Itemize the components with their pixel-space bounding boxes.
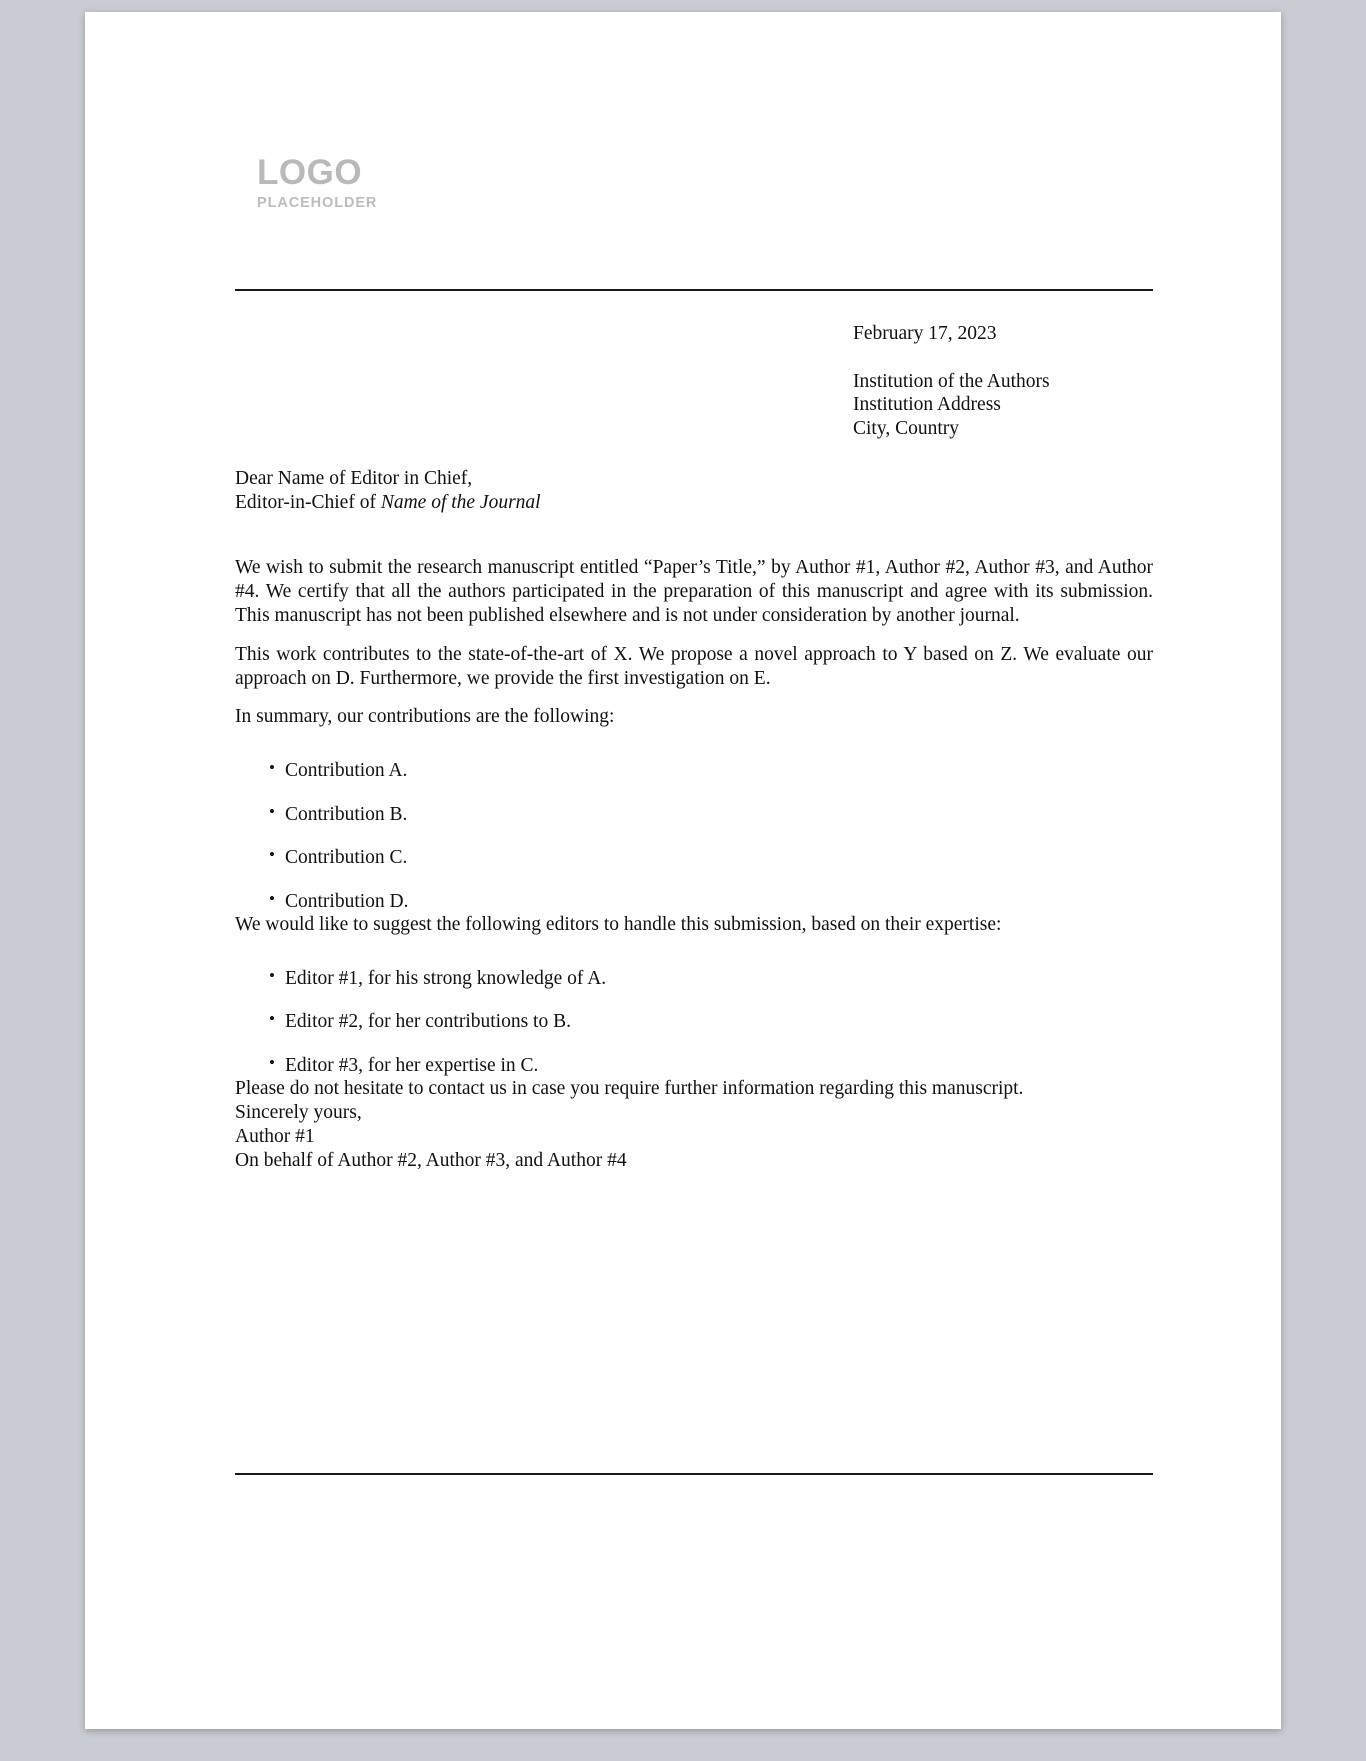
letter-date-block (853, 322, 1153, 345)
list-item: • Contribution C. (235, 846, 1153, 869)
list-item: • Contribution A. (235, 759, 1153, 782)
list-item: • Editor #2, for her contributions to B. (235, 1010, 1153, 1033)
letter-date: February 17, 2023 (853, 323, 997, 344)
paragraph-contribution: This work contributes to the state-of-the-art of X. We propose a novel approach to Y based on Z. We evaluate our approach on D. Furthermore, we provide the first investigation on E. (235, 643, 1153, 689)
header-divider (235, 289, 1153, 291)
logo-placeholder-subtitle: PLACEHOLDER (257, 195, 378, 211)
salutation-role-line (235, 491, 1153, 515)
salutation-greeting: Dear Name of Editor in Chief, (235, 468, 473, 489)
salutation-block (235, 467, 1153, 515)
contributions-list (235, 759, 1153, 913)
logo-placeholder-title: LOGO (257, 153, 363, 192)
sender-institution: Institution of the Authors (853, 371, 1050, 392)
sender-city-country: City, Country (853, 417, 959, 439)
footer-divider (235, 1473, 1153, 1475)
letter-page (85, 12, 1281, 1729)
list-item: • Editor #3, for her expertise in C. (235, 1054, 1153, 1077)
paragraph-intro: We wish to submit the research manuscript entitled “Paper’s Title,” by Author #1, Author #2, Author #3, and Author #4. We certify that all the authors participated in the preparation of this manuscript and agree with its submission. This manuscript has not been published elsewhere and is not under consideration by another journal. (235, 556, 1153, 626)
on-behalf-line: On behalf of Author #2, Author #3, and Author #4 (235, 1150, 627, 1172)
paragraph-contact: Please do not hesitate to contact us in case you require further information regarding this manuscript. (235, 1078, 1024, 1100)
list-item: • Editor #1, for his strong knowledge of A. (235, 967, 1153, 990)
paragraph-editors-lead: We would like to suggest the following editors to handle this submission, based on their expertise: (235, 914, 1002, 936)
journal-name: Name of the Journal (380, 491, 541, 513)
closing-line: Sincerely yours, (235, 1102, 362, 1124)
letter-body (235, 467, 1153, 1173)
list-item: • Contribution B. (235, 803, 1153, 826)
list-item: • Contribution D. (235, 890, 1153, 913)
sender-address-block (853, 370, 1153, 440)
suggested-editors-list (235, 967, 1153, 1077)
signature-name: Author #1 (235, 1126, 315, 1148)
letterhead-logo (257, 155, 377, 211)
salutation-role-prefix: Editor-in-Chief of (235, 491, 381, 513)
sender-street: Institution Address (853, 394, 1001, 416)
page-content-area (235, 12, 1153, 1729)
paragraph-summary-lead: In summary, our contributions are the following: (235, 706, 615, 728)
